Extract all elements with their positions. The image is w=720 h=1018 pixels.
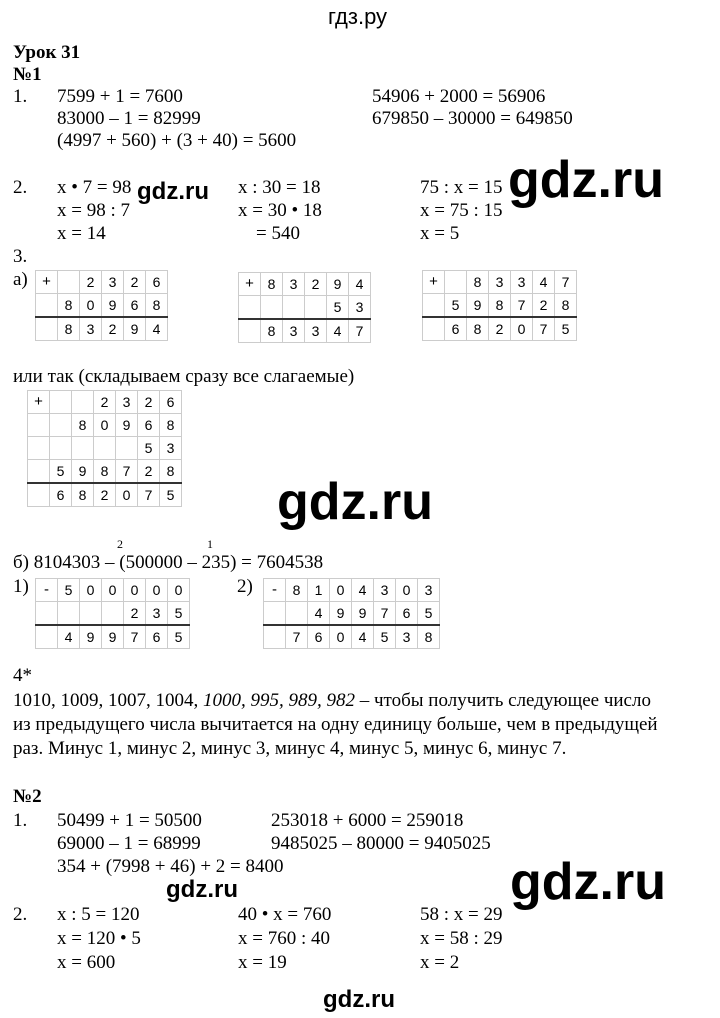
n1-p2-c1-l2: x = 98 : 7: [57, 200, 130, 221]
n1-p3-step1-label: 1): [13, 576, 29, 597]
n2-p2-c2-l2: x = 760 : 40: [238, 928, 330, 949]
grid-cell: 3: [160, 437, 182, 460]
grid-cell: 8: [286, 579, 308, 602]
grid-cell: 9: [330, 602, 352, 626]
grid-cell: 9: [116, 414, 138, 437]
grid-cell: 6: [50, 483, 72, 507]
grid-cell: 8: [261, 273, 283, 296]
n1-p2-number: 2.: [13, 177, 28, 198]
grid-cell: 2: [94, 483, 116, 507]
grid-row: [28, 414, 182, 437]
grid-cell: [423, 317, 445, 341]
grid-cell: 0: [511, 317, 533, 341]
n2-p2-c2-l1: 40 • x = 760: [238, 904, 332, 925]
grid-cell: 6: [396, 602, 418, 626]
grid-cell: [36, 602, 58, 626]
grid-sum-row: [423, 317, 577, 341]
minus-sign: -: [36, 579, 58, 602]
grid-cell: [28, 460, 50, 484]
n1-p2-c1-l1: x • 7 = 98: [57, 177, 132, 198]
grid-cell: [28, 437, 50, 460]
n1-p1-a3: (4997 + 560) + (3 + 40) = 5600: [57, 130, 297, 151]
n1-p3-number: 3.: [13, 246, 28, 267]
grid-cell: [102, 602, 124, 626]
watermark-large-2: gdz.ru: [277, 473, 433, 531]
n1-p2-c1-l3: x = 14: [57, 223, 106, 244]
n1-p2-c2-l1: x : 30 = 18: [238, 177, 321, 198]
n1-p4-line3: раз. Минус 1, минус 2, минус 3, минус 4, минус 5, минус 6, минус 7.: [13, 738, 567, 759]
grid-sum-row: [36, 317, 168, 341]
grid-row: [36, 579, 190, 602]
n2-p2-number: 2.: [13, 904, 28, 925]
grid-cell: [36, 625, 58, 649]
addition-grid-all: [27, 390, 182, 507]
grid-cell: 6: [445, 317, 467, 341]
grid-cell: 2: [124, 271, 146, 294]
grid-cell: 6: [124, 294, 146, 318]
grid-cell: 9: [327, 273, 349, 296]
grid-cell: 4: [327, 319, 349, 343]
grid-cell: 9: [72, 460, 94, 484]
grid-cell: 2: [533, 294, 555, 318]
n2-p2-c1-l1: x : 5 = 120: [57, 904, 140, 925]
grid-cell: [239, 319, 261, 343]
grid-cell: 2: [80, 271, 102, 294]
task-1-heading: №1: [13, 64, 42, 85]
grid-cell: 5: [327, 296, 349, 320]
grid-cell: 3: [283, 319, 305, 343]
grid-cell: 9: [80, 625, 102, 649]
watermark-large-1: gdz.ru: [508, 151, 664, 209]
grid-cell: 4: [349, 273, 371, 296]
grid-cell: 6: [138, 414, 160, 437]
grid-cell: 5: [168, 625, 190, 649]
grid-cell: 3: [80, 317, 102, 341]
grid-cell: [50, 414, 72, 437]
grid-cell: 5: [555, 317, 577, 341]
minus-sign: -: [264, 579, 286, 602]
grid-cell: 3: [146, 602, 168, 626]
grid-cell: 6: [146, 625, 168, 649]
grid-cell: 0: [124, 579, 146, 602]
grid-cell: 2: [138, 460, 160, 484]
n1-p3-b-expression: б) 8104303 – (500000 – 235) = 7604538: [13, 552, 324, 573]
n1-p1-a2: 83000 – 1 = 82999: [57, 108, 201, 129]
grid-cell: [264, 602, 286, 626]
grid-cell: 7: [555, 271, 577, 294]
grid-cell: 4: [352, 625, 374, 649]
n2-p2-c1-l2: x = 120 • 5: [57, 928, 141, 949]
grid-cell: 9: [352, 602, 374, 626]
grid-row: [36, 271, 168, 294]
grid-cell: 8: [94, 460, 116, 484]
grid-cell: 3: [489, 271, 511, 294]
grid-cell: [80, 602, 102, 626]
grid-cell: 8: [160, 414, 182, 437]
grid-cell: 8: [58, 317, 80, 341]
grid-cell: 3: [102, 271, 124, 294]
grid-cell: 8: [72, 414, 94, 437]
task-2-heading: №2: [13, 786, 42, 807]
n1-p2-c3-l2: x = 75 : 15: [420, 200, 503, 221]
grid-cell: 7: [511, 294, 533, 318]
plus-sign: +: [36, 271, 58, 294]
grid-cell: 5: [418, 602, 440, 626]
subtraction-grid-1: [35, 578, 190, 649]
grid-cell: [116, 437, 138, 460]
grid-cell: [58, 271, 80, 294]
grid-row: [28, 437, 182, 460]
grid-cell: [423, 294, 445, 318]
n1-p4-number: 4*: [13, 665, 32, 686]
grid-row: [264, 579, 440, 602]
grid-cell: 3: [396, 625, 418, 649]
grid-cell: 3: [283, 273, 305, 296]
grid-cell: 3: [305, 319, 327, 343]
grid-cell: 0: [80, 579, 102, 602]
grid-cell: 3: [418, 579, 440, 602]
grid-row: [36, 294, 168, 318]
grid-cell: 2: [102, 317, 124, 341]
grid-cell: 8: [72, 483, 94, 507]
grid-cell: 0: [80, 294, 102, 318]
n1-p2-c3-l1: 75 : x = 15: [420, 177, 503, 198]
grid-cell: 4: [352, 579, 374, 602]
grid-cell: [50, 391, 72, 414]
grid-row: [36, 602, 190, 626]
grid-cell: 4: [58, 625, 80, 649]
grid-row: [239, 273, 371, 296]
grid-cell: 5: [138, 437, 160, 460]
grid-cell: [50, 437, 72, 460]
grid-cell: 7: [533, 317, 555, 341]
grid-cell: 2: [489, 317, 511, 341]
n1-p3-alt-text: или так (складываем сразу все слагаемые): [13, 366, 355, 387]
n1-p4-line1: 1010, 1009, 1007, 1004, 1000, 995, 989, 982 – чтобы получить следующее число: [13, 690, 651, 711]
grid-cell: 7: [349, 319, 371, 343]
grid-cell: [72, 437, 94, 460]
grid-cell: 8: [489, 294, 511, 318]
grid-cell: 8: [160, 460, 182, 484]
grid-cell: [239, 296, 261, 320]
grid-sum-row: [28, 483, 182, 507]
grid-cell: [264, 625, 286, 649]
grid-cell: 2: [124, 602, 146, 626]
n2-p1-number: 1.: [13, 810, 28, 831]
grid-cell: 8: [467, 317, 489, 341]
grid-cell: 5: [160, 483, 182, 507]
grid-cell: 5: [168, 602, 190, 626]
grid-cell: 8: [418, 625, 440, 649]
grid-cell: 3: [349, 296, 371, 320]
n1-p3-step2-label: 2): [237, 576, 253, 597]
grid-cell: 0: [168, 579, 190, 602]
grid-cell: 7: [374, 602, 396, 626]
lesson-title: Урок 31: [13, 42, 81, 63]
grid-cell: 2: [94, 391, 116, 414]
grid-cell: 7: [286, 625, 308, 649]
watermark-small-2: gdz.ru: [166, 876, 238, 903]
grid-cell: 0: [396, 579, 418, 602]
n1-p4-line2: из предыдущего числа вычитается на одну единицу больше, чем в предыдущей: [13, 714, 658, 735]
grid-cell: 3: [116, 391, 138, 414]
order-mark-1: 1: [207, 537, 213, 551]
grid-cell: [28, 414, 50, 437]
grid-row: [239, 296, 371, 320]
grid-cell: 5: [58, 579, 80, 602]
grid-cell: 9: [124, 317, 146, 341]
grid-cell: 0: [94, 414, 116, 437]
grid-sum-row: [239, 319, 371, 343]
grid-cell: 7: [124, 625, 146, 649]
grid-cell: 5: [50, 460, 72, 484]
n1-p3-a-label: а): [13, 269, 28, 290]
grid-cell: 4: [533, 271, 555, 294]
plus-sign: +: [423, 271, 445, 294]
n1-p2-c2-l3: = 540: [256, 223, 300, 244]
n2-p2-c3-l3: x = 2: [420, 952, 460, 973]
watermark-small-1: gdz.ru: [137, 178, 209, 205]
watermark-bottom: gdz.ru: [323, 986, 395, 1013]
grid-sum-row: [36, 625, 190, 649]
n1-p2-c2-l2: x = 30 • 18: [238, 200, 322, 221]
grid-cell: 2: [138, 391, 160, 414]
grid-cell: [261, 296, 283, 320]
grid-cell: 7: [138, 483, 160, 507]
n1-p1-b1: 54906 + 2000 = 56906: [372, 86, 546, 107]
grid-cell: [305, 296, 327, 320]
order-mark-2: 2: [117, 537, 123, 551]
grid-row: [264, 602, 440, 626]
grid-cell: 7: [116, 460, 138, 484]
grid-cell: 3: [374, 579, 396, 602]
addition-grid-1: [35, 270, 168, 341]
n1-p1-a1: 7599 + 1 = 7600: [57, 86, 183, 107]
addition-grid-3: [422, 270, 577, 341]
grid-cell: 1: [308, 579, 330, 602]
grid-cell: 6: [308, 625, 330, 649]
n2-p1-a3: 354 + (7998 + 46) + 2 = 8400: [57, 856, 284, 877]
grid-cell: [72, 391, 94, 414]
grid-cell: [445, 271, 467, 294]
grid-cell: 8: [555, 294, 577, 318]
n1-p2-c3-l3: x = 5: [420, 223, 460, 244]
grid-sum-row: [264, 625, 440, 649]
grid-cell: 0: [116, 483, 138, 507]
grid-cell: [58, 602, 80, 626]
n2-p1-a2: 69000 – 1 = 68999: [57, 833, 201, 854]
n2-p1-a1: 50499 + 1 = 50500: [57, 810, 202, 831]
grid-cell: 0: [102, 579, 124, 602]
grid-cell: 0: [146, 579, 168, 602]
grid-cell: 5: [445, 294, 467, 318]
grid-cell: 8: [467, 271, 489, 294]
grid-cell: [28, 483, 50, 507]
grid-row: [423, 271, 577, 294]
plus-sign: +: [239, 273, 261, 296]
grid-cell: 0: [330, 579, 352, 602]
grid-cell: 4: [308, 602, 330, 626]
grid-cell: 6: [160, 391, 182, 414]
watermark-large-3: gdz.ru: [510, 853, 666, 911]
grid-cell: [286, 602, 308, 626]
watermark-top: гдз.ру: [328, 4, 388, 29]
grid-cell: 8: [146, 294, 168, 318]
grid-cell: [94, 437, 116, 460]
n2-p2-c1-l3: x = 600: [57, 952, 116, 973]
grid-row: [28, 391, 182, 414]
grid-cell: [36, 294, 58, 318]
grid-cell: 0: [330, 625, 352, 649]
grid-cell: 8: [261, 319, 283, 343]
plus-sign: +: [28, 391, 50, 414]
n2-p1-b2: 9485025 – 80000 = 9405025: [271, 833, 491, 854]
n2-p1-b1: 253018 + 6000 = 259018: [271, 810, 464, 831]
subtraction-grid-2: [263, 578, 440, 649]
grid-cell: 9: [467, 294, 489, 318]
grid-cell: 8: [58, 294, 80, 318]
n2-p2-c3-l2: x = 58 : 29: [420, 928, 503, 949]
grid-cell: [283, 296, 305, 320]
n2-p2-c3-l1: 58 : x = 29: [420, 904, 503, 925]
n1-p1-number: 1.: [13, 86, 28, 107]
grid-cell: 2: [305, 273, 327, 296]
grid-cell: 5: [374, 625, 396, 649]
grid-cell: 3: [511, 271, 533, 294]
n2-p2-c2-l3: x = 19: [238, 952, 287, 973]
grid-cell: [36, 317, 58, 341]
grid-cell: 9: [102, 625, 124, 649]
n1-p1-b2: 679850 – 30000 = 649850: [372, 108, 573, 129]
grid-cell: 9: [102, 294, 124, 318]
grid-row: [423, 294, 577, 318]
grid-row: [28, 460, 182, 484]
grid-cell: 4: [146, 317, 168, 341]
grid-cell: 6: [146, 271, 168, 294]
addition-grid-2: [238, 272, 371, 343]
